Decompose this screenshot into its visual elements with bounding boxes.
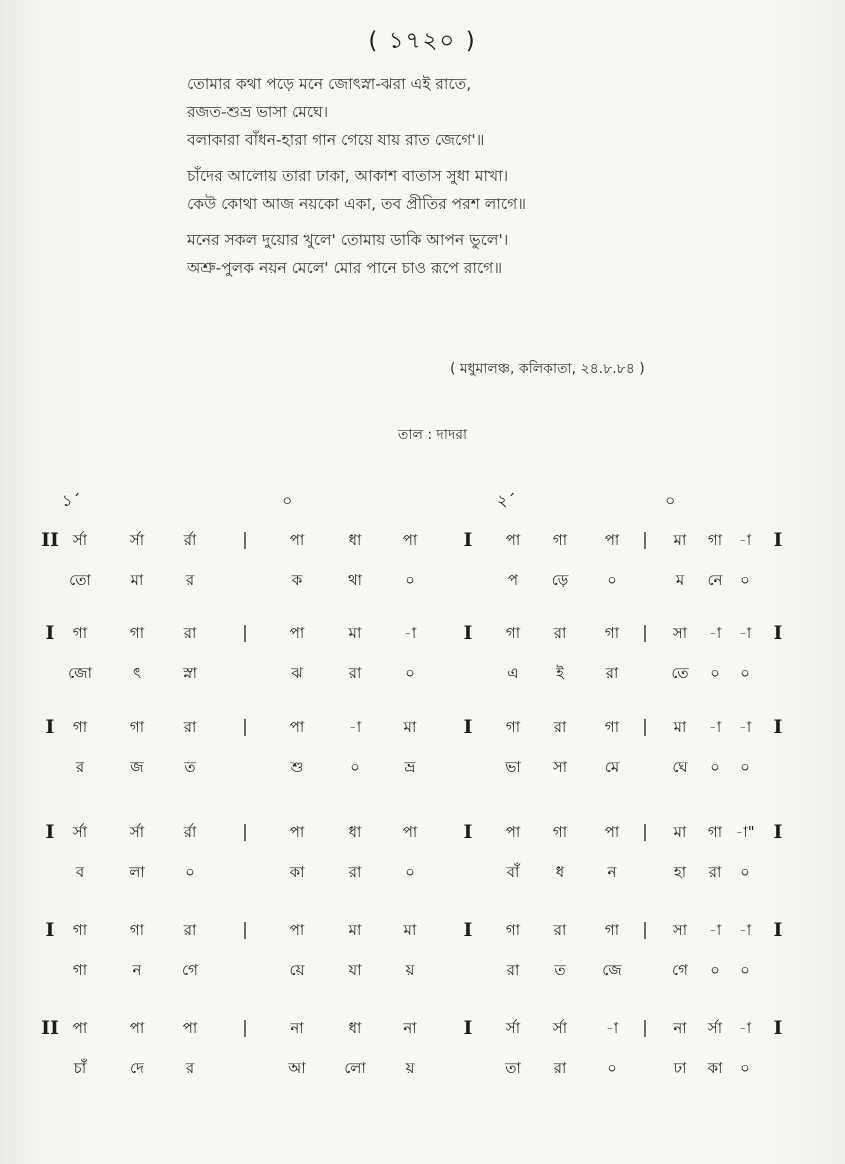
- lyric-syllable: ত: [554, 961, 566, 979]
- lyric-syllable: ব: [75, 863, 85, 881]
- lyric-syllable: ভ্র: [404, 758, 416, 776]
- beat-marker-khali: ০: [282, 491, 293, 510]
- beat-divider: |: [642, 920, 648, 940]
- lyric-syllable: র: [185, 1059, 195, 1077]
- lyric-syllable: ক: [291, 571, 303, 589]
- swara-note: পা: [289, 531, 305, 549]
- bar-line: I: [773, 1017, 783, 1039]
- bar-line: I: [773, 622, 783, 644]
- swara-note: র্সা: [129, 823, 145, 841]
- lyric-syllable: ০: [185, 863, 195, 881]
- swara-note: পা: [289, 921, 305, 939]
- lyric-syllable: জে: [602, 961, 622, 979]
- swara-note: পা: [182, 1019, 198, 1037]
- lyric-syllable: ০: [740, 664, 750, 682]
- lyric-syllable: ড়ে: [551, 571, 569, 589]
- lyric-syllable: র: [75, 758, 85, 776]
- swara-note: গা: [707, 531, 723, 549]
- bar-line: II: [41, 1017, 59, 1039]
- lyric-syllable: রা: [348, 863, 362, 881]
- lyric-syllable: ০: [350, 758, 360, 776]
- bar-line: I: [463, 919, 473, 941]
- swara-note: ধা: [348, 531, 362, 549]
- poem-stanza: [187, 162, 707, 218]
- swara-note: র্সা: [552, 1019, 568, 1037]
- swara-note: র্সা: [707, 1019, 723, 1037]
- lyric-syllable: য়: [405, 961, 415, 979]
- swara-note: -া: [738, 1019, 752, 1037]
- lyric-syllable: তে: [671, 664, 689, 682]
- lyric-syllable: থা: [347, 571, 363, 589]
- swara-note: রা: [553, 718, 567, 736]
- beat-divider: |: [242, 530, 248, 550]
- lyric-syllable: ০: [405, 664, 415, 682]
- beat-divider: |: [642, 717, 648, 737]
- bar-line: II: [41, 529, 59, 551]
- swara-note: মা: [403, 921, 417, 939]
- swara-note: র্সা: [72, 531, 88, 549]
- lyric-syllable: ৎ: [132, 664, 142, 682]
- poem-line: চাঁদের আলোয় তারা ঢাকা, আকাশ বাতাস সুধা মাখা।: [187, 167, 509, 185]
- beat-marker-sam: ১´: [62, 491, 81, 510]
- lyric-syllable: জো: [68, 664, 92, 682]
- lyric-syllable: ধ: [555, 863, 565, 881]
- bar-line: I: [45, 821, 55, 843]
- lyric-syllable: বাঁ: [506, 863, 520, 881]
- lyric-syllable: ভা: [505, 758, 521, 776]
- lyric-syllable: য়: [405, 1059, 415, 1077]
- swara-note: র্সা: [505, 1019, 521, 1037]
- swara-note: -া: [738, 921, 752, 939]
- lyric-syllable: ০: [405, 863, 415, 881]
- swara-note: না: [673, 1019, 687, 1037]
- lyric-syllable: চাঁ: [73, 1059, 87, 1077]
- beat-divider: |: [242, 920, 248, 940]
- lyric-syllable: ০: [740, 863, 750, 881]
- swara-note: মা: [348, 921, 362, 939]
- lyric-syllable: স্না: [183, 664, 197, 682]
- beat-divider: |: [642, 1018, 648, 1038]
- swara-note: পা: [604, 823, 620, 841]
- lyric-syllable: নে: [707, 571, 723, 589]
- swara-note: পা: [72, 1019, 88, 1037]
- swara-note: গা: [129, 624, 145, 642]
- swara-note: ধা: [348, 823, 362, 841]
- lyric-syllable: ০: [710, 758, 720, 776]
- lyric-syllable: ঢা: [673, 1059, 687, 1077]
- lyric-syllable: ০: [710, 664, 720, 682]
- swara-note: মা: [673, 531, 687, 549]
- swara-note: পা: [289, 624, 305, 642]
- bar-line: I: [773, 529, 783, 551]
- lyric-syllable: ঘে: [672, 758, 688, 776]
- swara-note: র্সা: [129, 531, 145, 549]
- poem-line: রজত-শুভ্র ভাসা মেঘে।: [187, 103, 329, 121]
- lyric-syllable: কা: [289, 863, 305, 881]
- poem-line: মনের সকল দুয়োর খুলে' তোমায় ডাকি আপন ভুলে'।: [187, 231, 509, 249]
- swara-note: রা: [553, 921, 567, 939]
- lyric-syllable: লা: [129, 863, 145, 881]
- tala-heading: তাল : দাদরা: [397, 427, 468, 443]
- beat-divider: |: [642, 822, 648, 842]
- swara-note: ধা: [348, 1019, 362, 1037]
- bar-line: I: [463, 529, 473, 551]
- poem-line: তোমার কথা পড়ে মনে জোৎস্না-ঝরা এই রাতে,: [187, 75, 472, 93]
- lyric-syllable: প: [507, 571, 519, 589]
- swara-note: না: [290, 1019, 304, 1037]
- lyric-syllable: জ: [130, 758, 144, 776]
- lyric-syllable: ০: [607, 571, 617, 589]
- lyric-syllable: ০: [607, 1059, 617, 1077]
- lyric-syllable: তো: [69, 571, 91, 589]
- swara-note: গা: [129, 921, 145, 939]
- swara-note: গা: [72, 624, 88, 642]
- poem-line: অশ্রু-পুলক নয়ন মেলে' মোর পানে চাও রূপে রাগে॥: [187, 259, 503, 277]
- lyric-syllable: ০: [405, 571, 415, 589]
- swara-note: -া: [708, 921, 722, 939]
- poem-stanza: [187, 226, 707, 282]
- poem-text: [187, 70, 707, 290]
- swara-note: রা: [183, 718, 197, 736]
- lyric-syllable: র: [185, 571, 195, 589]
- swara-note: পা: [402, 823, 418, 841]
- swara-note: -া: [605, 1019, 619, 1037]
- lyric-syllable: ঝ: [291, 664, 303, 682]
- swara-note: না: [403, 1019, 417, 1037]
- bar-line: I: [773, 919, 783, 941]
- swara-note: পা: [129, 1019, 145, 1037]
- swara-note: সা: [672, 921, 688, 939]
- swara-note: গা: [604, 921, 620, 939]
- lyric-syllable: ম: [675, 571, 685, 589]
- lyric-syllable: দে: [130, 1059, 144, 1077]
- beat-divider: |: [642, 623, 648, 643]
- lyric-syllable: ত: [184, 758, 196, 776]
- lyric-syllable: ০: [740, 961, 750, 979]
- bar-line: I: [773, 716, 783, 738]
- lyric-syllable: য়ে: [289, 961, 305, 979]
- swara-note: গা: [505, 718, 521, 736]
- swara-note: মা: [403, 718, 417, 736]
- lyric-syllable: আ: [288, 1059, 306, 1077]
- swara-note: গা: [505, 921, 521, 939]
- beat-divider: |: [242, 623, 248, 643]
- beat-divider: |: [242, 1018, 248, 1038]
- beat-marker-second: ২´: [497, 491, 516, 510]
- swara-note: গা: [72, 921, 88, 939]
- beat-marker-khali: ০: [665, 491, 676, 510]
- swara-note: গা: [604, 718, 620, 736]
- lyric-syllable: ০: [740, 1059, 750, 1077]
- lyric-syllable: সা: [552, 758, 568, 776]
- swara-note: পা: [505, 531, 521, 549]
- swara-note: গা: [604, 624, 620, 642]
- swara-note: মা: [348, 624, 362, 642]
- poem-line: কেউ কোথা আজ নয়কো একা, তব প্রীতির পরশ লাগে॥: [187, 195, 527, 213]
- swara-note: রা: [553, 624, 567, 642]
- swara-note: গা: [552, 823, 568, 841]
- beat-divider: |: [242, 717, 248, 737]
- swara-note: পা: [402, 531, 418, 549]
- lyric-syllable: তা: [505, 1059, 521, 1077]
- swara-note: -া": [735, 823, 755, 841]
- poem-stanza: [187, 70, 707, 154]
- lyric-syllable: গা: [72, 961, 88, 979]
- lyric-syllable: কা: [707, 1059, 723, 1077]
- swara-note: -া: [738, 718, 752, 736]
- swara-note: গা: [552, 531, 568, 549]
- lyric-syllable: ০: [710, 961, 720, 979]
- swara-note: গা: [129, 718, 145, 736]
- swara-note: -া: [738, 624, 752, 642]
- swara-note: -া: [708, 624, 722, 642]
- lyric-syllable: ০: [740, 571, 750, 589]
- bar-line: I: [45, 716, 55, 738]
- bar-line: I: [463, 622, 473, 644]
- lyric-syllable: রা: [708, 863, 722, 881]
- swara-note: পা: [505, 823, 521, 841]
- swara-note: -া: [738, 531, 752, 549]
- swara-note: -া: [348, 718, 362, 736]
- swara-note: পা: [289, 718, 305, 736]
- swara-note: -া: [403, 624, 417, 642]
- swara-note: রা: [183, 921, 197, 939]
- beat-divider: |: [642, 530, 648, 550]
- lyric-syllable: রা: [506, 961, 520, 979]
- lyric-syllable: রা: [605, 664, 619, 682]
- lyric-syllable: লো: [344, 1059, 366, 1077]
- page-number: ( ১৭২০ ): [368, 28, 477, 54]
- swara-note: মা: [673, 823, 687, 841]
- bar-line: I: [773, 821, 783, 843]
- lyric-syllable: ন: [607, 863, 617, 881]
- lyric-syllable: মা: [130, 571, 144, 589]
- bar-line: I: [463, 1017, 473, 1039]
- swara-note: রা: [183, 624, 197, 642]
- swara-note: পা: [604, 531, 620, 549]
- swara-note: মা: [673, 718, 687, 736]
- swara-note: পা: [289, 823, 305, 841]
- lyric-syllable: গে: [672, 961, 688, 979]
- swara-note: র্রা: [183, 823, 197, 841]
- swara-note: গা: [505, 624, 521, 642]
- swara-note: র্রা: [183, 531, 197, 549]
- lyric-syllable: এ: [507, 664, 519, 682]
- lyric-syllable: ন: [132, 961, 142, 979]
- beat-divider: |: [242, 822, 248, 842]
- swara-note: সা: [672, 624, 688, 642]
- lyric-syllable: হা: [673, 863, 687, 881]
- lyric-syllable: ০: [740, 758, 750, 776]
- bar-line: I: [463, 821, 473, 843]
- swara-note: -া: [708, 718, 722, 736]
- lyric-syllable: শু: [290, 758, 304, 776]
- swara-note: গা: [72, 718, 88, 736]
- lyric-syllable: গে: [182, 961, 198, 979]
- bar-line: I: [45, 622, 55, 644]
- source-citation: ( মধুমালঞ্চ, কলিকাতা, ২৪.৮.৮৪ ): [450, 361, 645, 377]
- poem-line: বলাকারা বাঁধন-হারা গান গেয়ে যায় রাত জেগে'॥: [187, 131, 485, 149]
- lyric-syllable: রা: [348, 664, 362, 682]
- lyric-syllable: ই: [556, 664, 564, 682]
- bar-line: I: [463, 716, 473, 738]
- swara-note: র্সা: [72, 823, 88, 841]
- lyric-syllable: মে: [604, 758, 620, 776]
- swara-note: গা: [707, 823, 723, 841]
- lyric-syllable: যা: [348, 961, 362, 979]
- lyric-syllable: রা: [553, 1059, 567, 1077]
- bar-line: I: [45, 919, 55, 941]
